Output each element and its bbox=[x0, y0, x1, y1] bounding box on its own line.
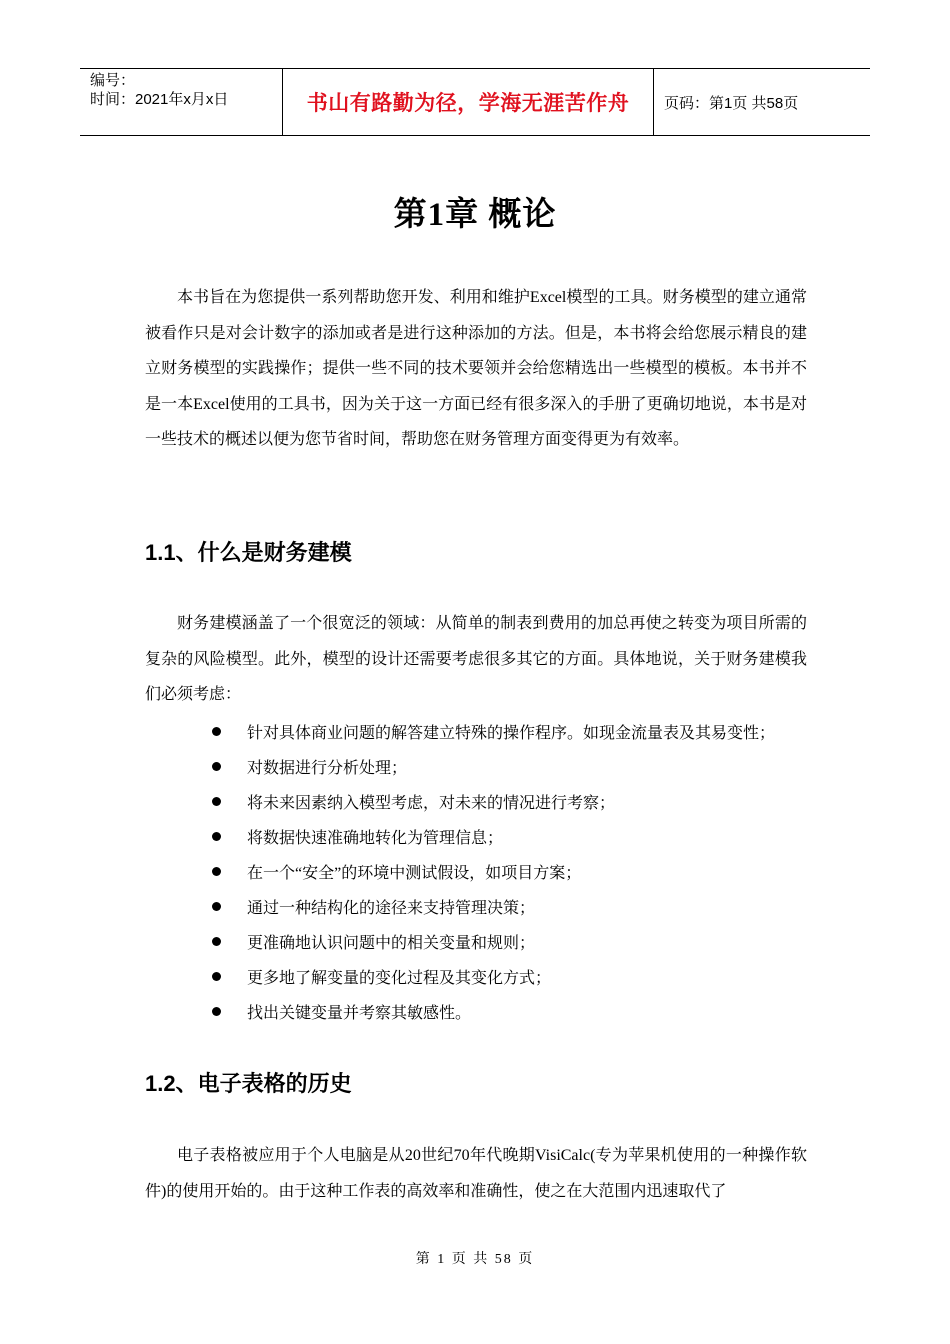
page-header bbox=[80, 68, 870, 136]
list-item bbox=[210, 714, 775, 749]
list-item bbox=[210, 889, 775, 924]
list-item-text: 针对具体商业问题的解答建立特殊的操作程序。如现金流量表及其易变性； bbox=[247, 725, 776, 742]
list-item bbox=[210, 819, 775, 854]
list-item bbox=[210, 854, 775, 889]
list-item-text: 更多地了解变量的变化过程及其变化方式； bbox=[247, 970, 552, 987]
list-item bbox=[210, 994, 775, 1029]
section-2-paragraph: 电子表格被应用于个人电脑是从20世纪70年代晚期VisiCalc(专为苹果机使用的一种操作软件)的使用开始的。由于这种工作表的高效率和准确性，使之在大范围内迅速取代了 bbox=[145, 1147, 807, 1200]
list-item-text: 更准确地认识问题中的相关变量和规则； bbox=[247, 935, 536, 952]
list-item bbox=[210, 749, 775, 784]
section-1-title: 1.1、什么是财务建模 bbox=[145, 540, 352, 565]
list-item-text: 找出关键变量并考察其敏感性。 bbox=[247, 1005, 472, 1022]
header-page-info: 页码：第1页 共58页 bbox=[664, 94, 799, 112]
number-label: 编号： bbox=[90, 72, 136, 89]
list-item-text: 对数据进行分析处理； bbox=[247, 760, 408, 777]
list-item-text: 通过一种结构化的途径来支持管理决策； bbox=[247, 900, 536, 917]
bullet-icon bbox=[212, 1007, 221, 1016]
section-2-title: 1.2、电子表格的历史 bbox=[145, 1071, 352, 1096]
bullet-icon bbox=[212, 797, 221, 806]
intro-paragraph: 本书旨在为您提供一系列帮助您开发、利用和维护Excel模型的工具。财务模型的建立通常被看作只是对会计数字的添加或者是进行这种添加的方法。但是，本书将会给您展示精良的建立财务模型的实践操作；提供一些不同的技术要领并会给您精选出一些模型的模板。本书并不是一本Excel使用的工具书，因为关于这一方面已经有很多深入的手册了更确切地说，本书是对一些技术的概述以便为您节省时间，帮助您在财务管理方面变得更为有效率。 bbox=[145, 289, 807, 448]
header-page-info-cell bbox=[654, 69, 870, 135]
list-item-text: 在一个“安全”的环境中测试假设，如项目方案； bbox=[247, 865, 582, 882]
bullet-icon bbox=[212, 972, 221, 981]
bullet-icon bbox=[212, 762, 221, 771]
list-item bbox=[210, 784, 775, 819]
list-item bbox=[210, 959, 775, 994]
header-meta bbox=[80, 69, 282, 135]
time-label: 时间：2021年x月x日 bbox=[90, 91, 229, 108]
bullet-icon bbox=[212, 867, 221, 876]
bullet-icon bbox=[212, 937, 221, 946]
header-motto: 书山有路勤为径，学海无涯苦作舟 bbox=[306, 91, 630, 115]
bullet-list bbox=[210, 714, 775, 1029]
list-item-text: 将数据快速准确地转化为管理信息； bbox=[247, 830, 504, 847]
bullet-icon bbox=[212, 832, 221, 841]
header-motto-cell bbox=[282, 69, 654, 135]
bullet-icon bbox=[212, 902, 221, 911]
list-item-text: 将未来因素纳入模型考虑，对未来的情况进行考察； bbox=[247, 795, 616, 812]
list-item bbox=[210, 924, 775, 959]
bullet-icon bbox=[212, 727, 221, 736]
page-footer: 第 1 页 共 58 页 bbox=[415, 1252, 535, 1267]
section-1-paragraph: 财务建模涵盖了一个很宽泛的领域：从简单的制表到费用的加总再使之转变为项目所需的复杂的风险模型。此外，模型的设计还需要考虑很多其它的方面。具体地说，关于财务建模我们必须考虑： bbox=[145, 615, 807, 703]
chapter-title: 第1章 概论 bbox=[393, 197, 557, 233]
